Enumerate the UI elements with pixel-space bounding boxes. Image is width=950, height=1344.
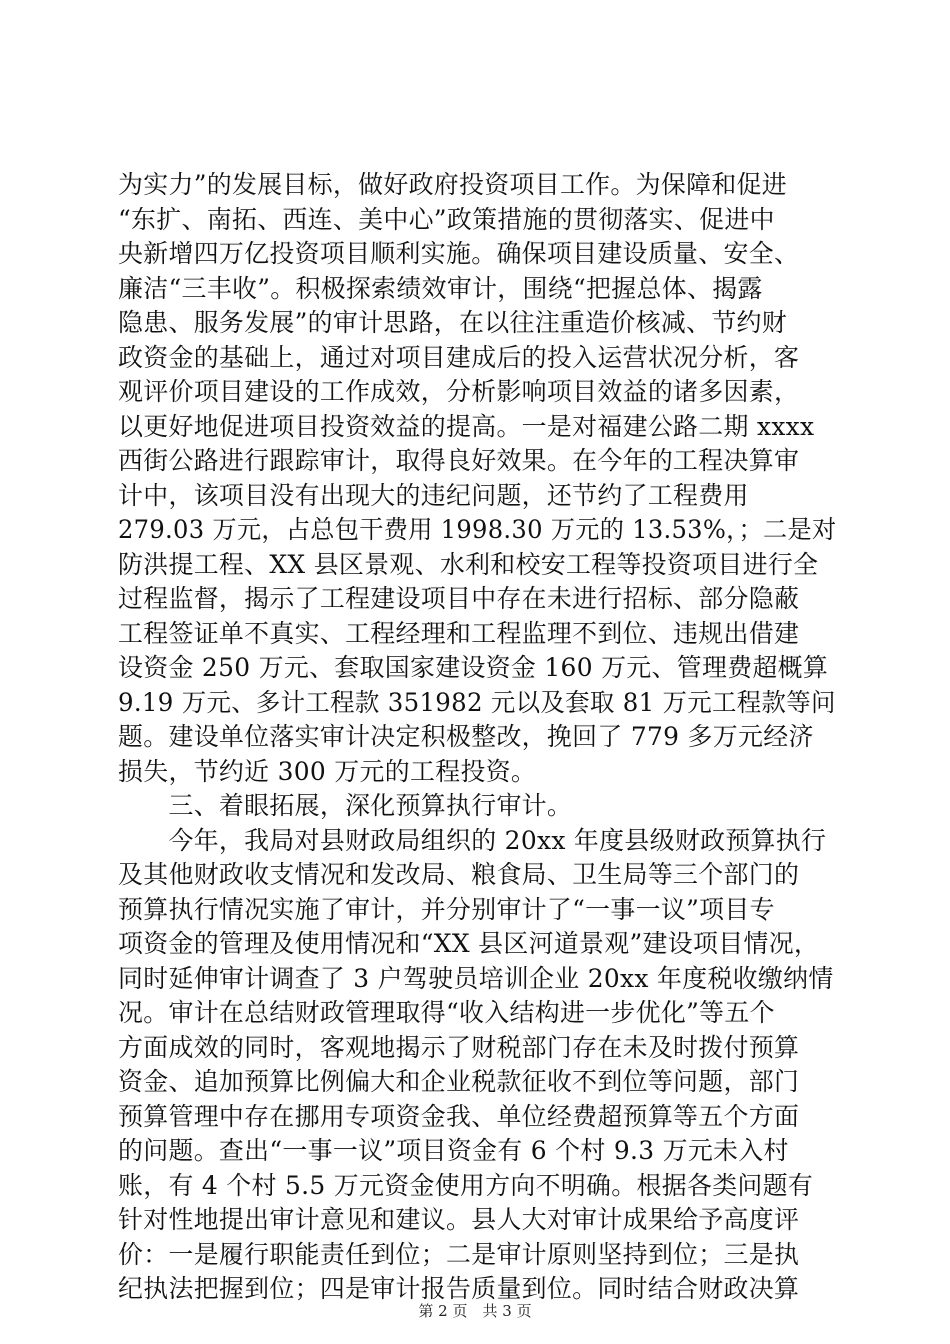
text-line: 针对性地提出审计意见和建议。县人大对审计成果给予高度评 — [118, 1205, 800, 1234]
text-line: 资金、追加预算比例偏大和企业税款征收不到位等问题，部门 — [118, 1067, 800, 1096]
text-line: 同时延伸审计调查了 3 户驾驶员培训企业 20xx 年度税收缴纳情 — [118, 963, 834, 993]
text-line: 设资金 250 万元、套取国家建设资金 160 万元、管理费超概算 — [118, 653, 829, 682]
text-line: 预算管理中存在挪用专项资金我、单位经费超预算等五个方面 — [118, 1101, 800, 1131]
text-line: 279.03 万元，占总包干费用 1998.30 万元的 13.53%，；二是对 — [118, 515, 837, 544]
text-line: “东扩、南拓、西连、美中心”政策措施的贯彻落实、促进中 — [118, 204, 775, 234]
text-line: 损失，节约近 300 万元的工程投资。 — [118, 756, 537, 786]
text-line: 项资金的管理及使用情况和“XX 县区河道景观”建设项目情况， — [118, 929, 820, 958]
text-line: 账，有 4 个村 5.5 万元资金使用方向不明确。根据各类问题有 — [118, 1170, 814, 1200]
text-line: 计中，该项目没有出现大的违纪问题，还节约了工程费用 — [118, 480, 749, 510]
text-line: 预算执行情况实施了审计，并分别审计了“一事一议”项目专 — [118, 894, 775, 924]
text-line: 政资金的基础上，通过对项目建成后的投入运营状况分析，客 — [118, 342, 800, 372]
text-line: 过程监督，揭示了工程建设项目中存在未进行招标、部分隐蔽 — [118, 584, 800, 613]
text-line: 纪执法把握到位；四是审计报告质量到位。同时结合财政决算 — [118, 1274, 800, 1303]
text-line: 及其他财政收支情况和发改局、粮食局、卫生局等三个部门的 — [118, 860, 800, 889]
text-line: 观评价项目建设的工作成效，分析影响项目效益的诸多因素， — [118, 377, 800, 406]
page-footer: 第 2 页 共 3 页 — [418, 1302, 532, 1320]
text-line: 方面成效的同时，客观地揭示了财税部门存在未及时拨付预算 — [118, 1032, 800, 1062]
text-line: 为实力”的发展目标，做好政府投资项目工作。为保障和促进 — [118, 170, 788, 199]
text-line: 廉洁“三丰收”。积极探索绩效审计，围绕“把握总体、揭露 — [118, 273, 763, 303]
text-line: 以更好地促进项目投资效益的提高。一是对福建公路二期 xxxx — [118, 411, 815, 441]
text-line: 隐患、服务发展”的审计思路，在以往注重造价核减、节约财 — [118, 308, 788, 337]
text-line: 防洪提工程、XX 县区景观、水利和校安工程等投资项目进行全 — [118, 549, 819, 579]
text-line: 西街公路进行跟踪审计，取得良好效果。在今年的工程决算审 — [118, 446, 800, 475]
text-line: 今年，我局对县财政局组织的 20xx 年度县级财政预算执行 — [118, 825, 827, 855]
text-line: 况。审计在总结财政管理取得“收入结构进一步优化”等五个 — [118, 998, 775, 1027]
text-line: 三、着眼拓展，深化预算执行审计。 — [118, 791, 573, 820]
text-line: 央新增四万亿投资项目顺利实施。确保项目建设质量、安全、 — [118, 239, 800, 268]
text-line: 的问题。查出“一事一议”项目资金有 6 个村 9.3 万元未入村 — [118, 1136, 789, 1165]
text-line: 价：一是履行职能责任到位；二是审计原则坚持到位；三是执 — [118, 1239, 800, 1269]
text-line: 9.19 万元、多计工程款 351982 元以及套取 81 万元工程款等问 — [118, 687, 836, 717]
text-line: 工程签证单不真实、工程经理和工程监理不到位、违规出借建 — [118, 618, 800, 648]
body-text — [118, 168, 838, 1307]
text-line: 题。建设单位落实审计决定积极整改，挽回了 779 多万元经济 — [118, 722, 814, 751]
